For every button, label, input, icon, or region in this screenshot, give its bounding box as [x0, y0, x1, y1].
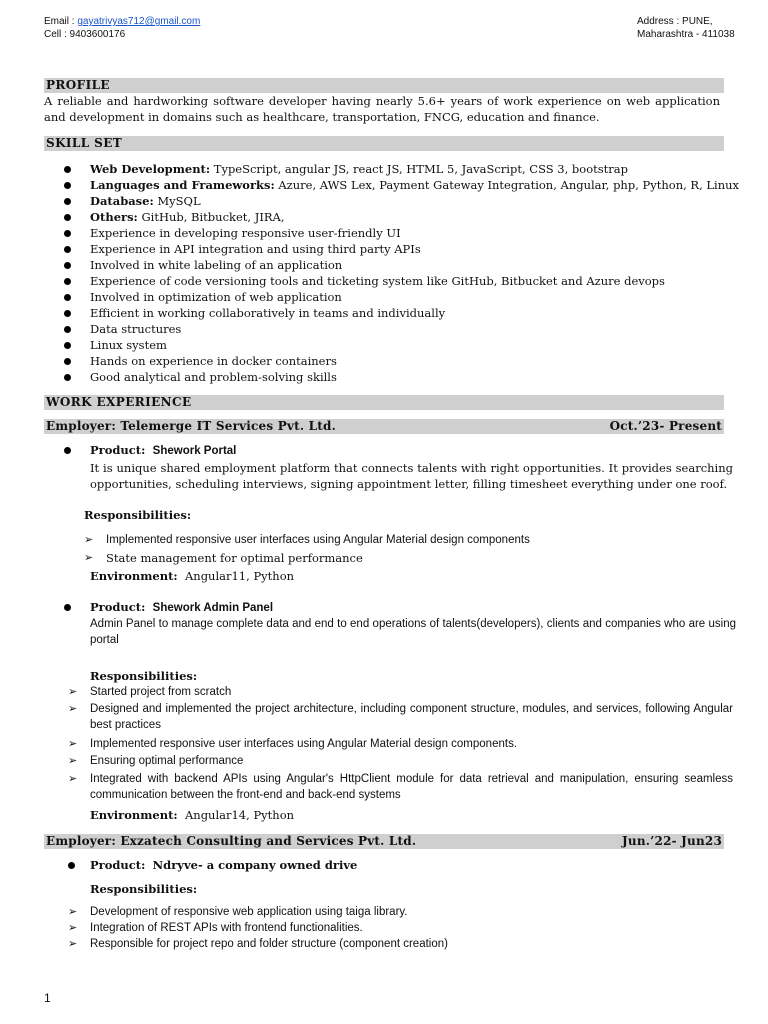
skill-text: Azure, AWS Lex, Payment Gateway Integration, Angular, php, Python, R, Linux — [274, 178, 739, 192]
skill-text: Efficient in working collaboratively in teams and individually — [90, 306, 446, 320]
skill-item — [90, 321, 181, 337]
product1-env: Environment: Angular11, Python — [90, 569, 295, 583]
product2-title: Product: Shework Admin Panel — [90, 600, 274, 614]
skill-text: Involved in white labeling of an application — [90, 258, 343, 272]
address-line2: Maharashtra - 411038 — [637, 29, 735, 40]
profile-heading: PROFILE — [44, 78, 724, 93]
bullet — [68, 862, 75, 869]
skill-item — [90, 273, 665, 289]
skill-text: Data structures — [90, 322, 182, 336]
product1-resp-label: Responsibilities: — [84, 508, 192, 522]
arrow-icon: ➢ — [68, 921, 78, 934]
skill-text: Experience of code versioning tools and ticketing system like GitHub, Bitbucket and Azure devops — [90, 274, 665, 288]
employer1-bar — [44, 419, 724, 434]
bullet — [64, 294, 71, 301]
employer2-dates: Jun.’22- Jun23 — [622, 834, 722, 848]
product1-resp-item: Implemented responsive user interfaces using Angular Material design components — [106, 534, 530, 546]
product2-desc: Admin Panel to manage complete data and end to end operations of talents(developers), clients and companies who are using portal — [90, 618, 736, 646]
skill-text: Experience in developing responsive user-friendly UI — [90, 226, 401, 240]
skill-text: MySQL — [153, 194, 201, 208]
skill-item — [90, 209, 284, 225]
product1-title: Product: Shework Portal — [90, 443, 237, 457]
employer2-resp-label: Responsibilities: — [90, 882, 198, 896]
arrow-icon: ➢ — [68, 905, 78, 918]
work-heading: WORK EXPERIENCE — [44, 395, 724, 410]
email-link[interactable]: gayatrivyas712@gmail.com — [77, 16, 201, 27]
skill-text: Involved in optimization of web application — [90, 290, 342, 304]
arrow-icon: ➢ — [68, 737, 78, 750]
cell-line: Cell : 9403600176 — [44, 29, 126, 40]
email-line: Email : gayatrivyas712@gmail.com — [44, 16, 201, 27]
bullet — [64, 342, 71, 349]
skill-label: Database: — [90, 194, 154, 208]
skill-item — [90, 225, 401, 241]
product2-resp-label: Responsibilities: — [90, 669, 198, 683]
product2-env: Environment: Angular14, Python — [90, 808, 295, 822]
arrow-icon: ➢ — [68, 937, 78, 950]
skill-text: Experience in API integration and using third party APIs — [90, 242, 421, 256]
skill-item — [90, 337, 167, 353]
product2-resp-item: Integrated with backend APIs using Angular's HttpClient module for data retrieval and manipulation, ensuring seamless communication between the front-end and back-end systems — [90, 773, 733, 801]
bullet — [64, 246, 71, 253]
bullet — [64, 198, 71, 205]
skill-item — [90, 257, 342, 273]
arrow-icon: ➢ — [68, 754, 78, 767]
skill-item — [90, 177, 739, 193]
bullet — [64, 166, 71, 173]
address-line1: Address : PUNE, — [637, 16, 713, 27]
skill-text: Good analytical and problem-solving skills — [90, 370, 337, 384]
employer1-name: Employer: Telemerge IT Services Pvt. Ltd. — [46, 419, 336, 433]
profile-text: A reliable and hardworking software developer having nearly 5.6+ years of work experience on web application and development in domains such as healthcare, transportation, FNCG, education and finance. — [44, 94, 720, 124]
product2-resp-item: Designed and implemented the project architecture, including component structure, modules, and services, following Angular best practices — [90, 703, 733, 731]
arrow-icon: ➢ — [68, 702, 78, 715]
employer2-resp-item: Development of responsive web application using taiga library. — [90, 906, 408, 918]
bullet — [64, 182, 71, 189]
bullet — [64, 230, 71, 237]
skill-text: GitHub, Bitbucket, JIRA, — [137, 210, 285, 224]
arrow-icon: ➢ — [68, 772, 78, 785]
employer2-bar — [44, 834, 724, 849]
bullet — [64, 214, 71, 221]
skill-label: Others: — [90, 210, 138, 224]
employer2-name: Employer: Exzatech Consulting and Services Pvt. Ltd. — [46, 834, 417, 848]
bullet — [64, 326, 71, 333]
skill-item — [90, 305, 445, 321]
product2-resp-item: Started project from scratch — [90, 686, 232, 698]
bullet — [64, 604, 71, 611]
employer2-product-title: Product: Ndryve- a company owned drive — [90, 858, 358, 872]
arrow-icon: ➢ — [84, 551, 94, 564]
bullet — [64, 358, 71, 365]
employer2-resp-item: Integration of REST APIs with frontend functionalities. — [90, 922, 363, 934]
product1-desc: It is unique shared employment platform that connects talents with right opportunities. It provides searching opportunities, scheduling interviews, signing appointment letter, filling timesheet everything under one roof. — [90, 461, 733, 491]
skill-text: TypeScript, angular JS, react JS, HTML 5, JavaScript, CSS 3, bootstrap — [210, 162, 628, 176]
skill-item — [90, 353, 337, 369]
skill-item — [90, 161, 628, 177]
skills-heading: SKILL SET — [44, 136, 724, 151]
bullet — [64, 374, 71, 381]
skill-label: Web Development: — [90, 162, 211, 176]
bullet — [64, 262, 71, 269]
bullet — [64, 278, 71, 285]
arrow-icon: ➢ — [68, 685, 78, 698]
skill-text: Hands on experience in docker containers — [90, 354, 337, 368]
skill-item — [90, 193, 201, 209]
page-number: 1 — [44, 991, 51, 1005]
skill-item — [90, 289, 342, 305]
bullet — [64, 310, 71, 317]
skill-label: Languages and Frameworks: — [90, 178, 275, 192]
bullet — [64, 447, 71, 454]
skill-item — [90, 369, 337, 385]
product1-resp-item: State management for optimal performance — [106, 551, 363, 565]
skill-item — [90, 241, 421, 257]
employer1-dates: Oct.’23- Present — [609, 419, 722, 433]
arrow-icon: ➢ — [84, 533, 94, 546]
product2-resp-item: Ensuring optimal performance — [90, 755, 244, 767]
product2-resp-item: Implemented responsive user interfaces using Angular Material design components. — [90, 738, 518, 750]
skill-text: Linux system — [90, 338, 167, 352]
employer2-resp-item: Responsible for project repo and folder structure (component creation) — [90, 938, 448, 950]
